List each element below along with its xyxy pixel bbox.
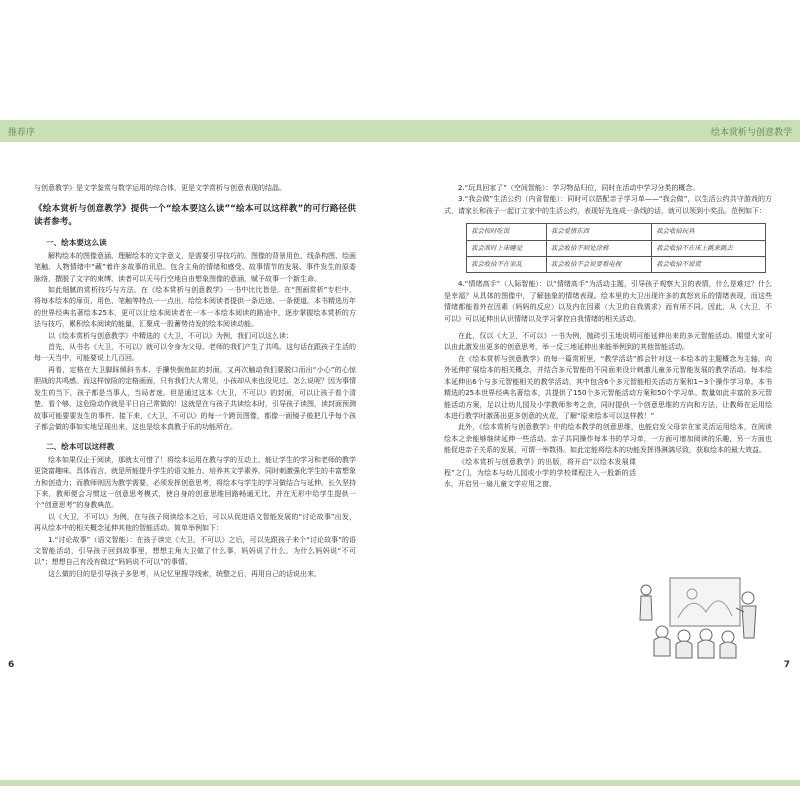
paragraph: 绘本如果仅止于阅读，那就太可惜了！将绘本运用在教与学的互动上，能让学生的学习和老师的教学更饶富趣味。具体而言，就是所能提升学生的语文能力、培养其文学素养，同时刺激强化学生的丰富想象力和创造力；而教师则因为教学需要，必须发挥创意思考，将绘本与学生的学习做结合与延伸。长久坚持下来，教师便会习惯这一创意思考模式，使自身的创意思维回路畅通无比，并在无形中给学生提供一个“创意思考”的身教典范。 [34,455,356,510]
header-band [0,120,800,142]
section-heading: 《绘本赏析与创意教学》提供一个“绘本要这么读”“绘本可以这样教”的可行路径供读者参考。 [34,204,356,228]
table-cell: 我会按时吃饭 [467,224,547,240]
paragraph: 以《绘本赏析与创意教学》中精选的《大卫，不可以》为例，我们可以这么读： [48,331,293,340]
right-page-column [444,183,772,491]
paragraph: 1.“讨论故事”（语文智能）：在孩子读完《大卫，不可以》之后，可以先跟孩子来个“讨论故事”的语文智能活动，引导孩子回到故事里，想想主角大卫做了什么事，妈妈说了什么，为什么妈妈说“不可以”；想想自己有没有做过“妈妈说不可以”的事情。 [34,535,356,567]
paragraph: 这么做的目的是引导孩子多思考，从记忆里搜寻线索，统整之后，再用自己的话说出来。 [48,569,321,578]
section2-title: 二、绘本可以这样教 [46,442,115,452]
paragraph: 首先，从书名《大卫，不可以》就可以令身为父母、老师的我们产生了共鸣。这句话在跟孩子生活的每一天当中，可能要说上几百回。 [34,343,356,363]
table-cell: 我会收拾不在家乱 [467,257,547,273]
paragraph: 在此，仅以《大卫，不可以》一书为例，抛砖引玉地说明可能延伸出来的多元智能活动。期望大家可以由此激发出更多的创意思考，举一反三地延伸出来能举例到的其他智能活动。 [444,332,772,352]
intro-paragraph: 与创意教学》是文学鉴赏与数学运用的综合体，更是文学赏析与创意表现的结晶。 [34,184,286,192]
left-page-column [34,183,356,580]
section1-title: 一、绘本要这么读 [46,238,107,248]
table-row [467,224,766,240]
header-left-label: 推荐序 [8,128,36,138]
rules-table [466,223,766,273]
page-number-right: 7 [783,660,790,670]
table-cell: 我会收拾不会说要看电视 [546,257,651,273]
list-item: 3.“我会做”生活公约（内省智能）：同时可以搭配亲子学习单——“我会做”，以生活公约共守游戏的方式，请家长和孩子一起订立家中的生活公约，表现好先连成一条线的话，就可以领到小奖品。范例如下： [444,195,772,215]
paragraph: 在《绘本赏析与创意教学》的每一篇赏析里，“教学活动”都会针对这一本绘本的主题概念为主轴，向外延伸扩展绘本的相关概念，并结合多元智能的不同面来设计刺激儿童多元智能发展的教学活动。每本绘本延伸出6个与多元智能相关的教学活动，其中包含6个多元智能相关活动方案和1~3个操作学习单。本书精选的25本世界经典名著绘本，共提供了150个多元智能活动方案和50个学习单。数量如此丰富的多元智能活动方案，足以让幼儿园及小学教师参考之余，同时提供一个创意思维的方向和方法，让教师在运用绘本进行教学时激荡出更多创意的火花，了解“原来绘本可以这样教！” [444,354,772,420]
table-cell: 我会收拾玩具 [652,224,766,240]
paragraph: 再看，定格在大卫脚踩倾斜书本、手攥快倒鱼缸的封面，又再次触动我们要脱口而出“小心”的心惊胆战的共鸣感。而这样惊险的定格画面，只有我们大人常见，小孩却从来也没见过。怎么说呢？因为事情发生的当下，孩子都是当事人，当局者迷。但是通过这本《大卫，不可以》的封面，可以让孩子看个清楚、看个够，这危险动作就是平日自己常做的！这就是在与孩子共读绘本时，引导孩子读图，读封面预测故事可能要要发生的事件。接下来，《大卫，不可以》的每一个跨页图像，都像一面镜子般把几乎每个孩子都会做的事如实地呈现出来，这也是绘本真教于乐的功能所在。 [34,365,356,431]
paragraph: 以《大卫，不可以》为例，在与孩子阅读绘本之后，可以从促进语文智能发展的“讨论故事”出发，再从绘本中的相关概念延伸其他的智能活动。简单举例如下： [34,512,356,533]
paragraph: 《绘本赏析与创意教学》的出版，将开启“以绘本发展课程”之门，为绘本与幼儿园或小学的学校课程注入一股新的活水，开启另一扇儿童文学应用之窗。 [444,457,636,489]
header-right-label: 绘本赏析与创意教学 [710,128,792,138]
page-number-left: 6 [8,660,15,670]
paragraph: 如此细腻的赏析技巧与方法，在《绘本赏析与创意教学》一书中比比皆是。在“图画赏析”专栏中，将每本绘本的扉页、用色、笔触等特点一一点出，给绘本阅读者提供一条近途、一条便道。本书精选历年的世界经典名著绘本25本，更可以让绘本阅读者在一本一本绘本阅读的路途中，逐步掌握绘本赏析的方法与技巧，累积绘本阅读的能量，汇聚成一股蓄势待发的绘本阅读动能。 [34,286,356,329]
list-item: 2.“玩具回家了”（空间智能）：学习物品归位，同时在活动中学习分类的概念。 [458,184,700,192]
table-row [467,240,766,256]
list-item: 4.“情绪高手”（人际智能）：以“情绪高手”为活动主题，引导孩子观察大卫的表情，什么是难过？什么是幸福？从具体的图像中，了解抽象的情绪表现。绘本里的大卫出现许多的真怒哀乐的情绪表现，而这些情绪都能看外在因素（妈妈的反应）以及内在因素（大卫的自我需求）而有所不同。因此，从《大卫，不可以》可以延伸出认识情绪以及学习掌控自我情绪的相关活动。 [444,280,772,323]
bottom-band [0,780,800,786]
paragraph: 此外，《绘本赏析与创意教学》中的绘本教学的创意思维，也能启发父母亲在家灵活运用绘本，在阅读绘本之余能够继续延伸一些活动。亲子共同操作每本书的学习单，一方面可增加阅读的乐趣，另一方面也能促进亲子关系的发展，可谓一举数得。如此定能将绘本的功能发挥得淋漓尽致，获取绘本的最大效益。 [444,423,772,455]
table-cell: 我会准时上床睡觉 [467,240,547,256]
table-cell: 我会收拾不在床上跳来跳去 [652,240,766,256]
table-row [467,257,766,273]
table-cell: 我会收拾不说谎 [652,257,766,273]
paragraph: 解构绘本的图像意涵、理解绘本的文字意义，是需要引导技巧的。图像的背景用色、线条构图、绘画笔触、人物情绪中“藏”着许多故事的讯息。包含主角的情绪和感受、故事情节的发展、事件发生的原委脉络，撰脱了文字的束缚，读者可以天马行空地自由想象图像的意涵，赋予故事一个新生命。 [34,251,356,283]
table-cell: 我会爱惜东西 [546,224,651,240]
children-reading-illustration-icon [632,568,762,660]
table-cell: 我会收拾不到处涂鸦 [546,240,651,256]
